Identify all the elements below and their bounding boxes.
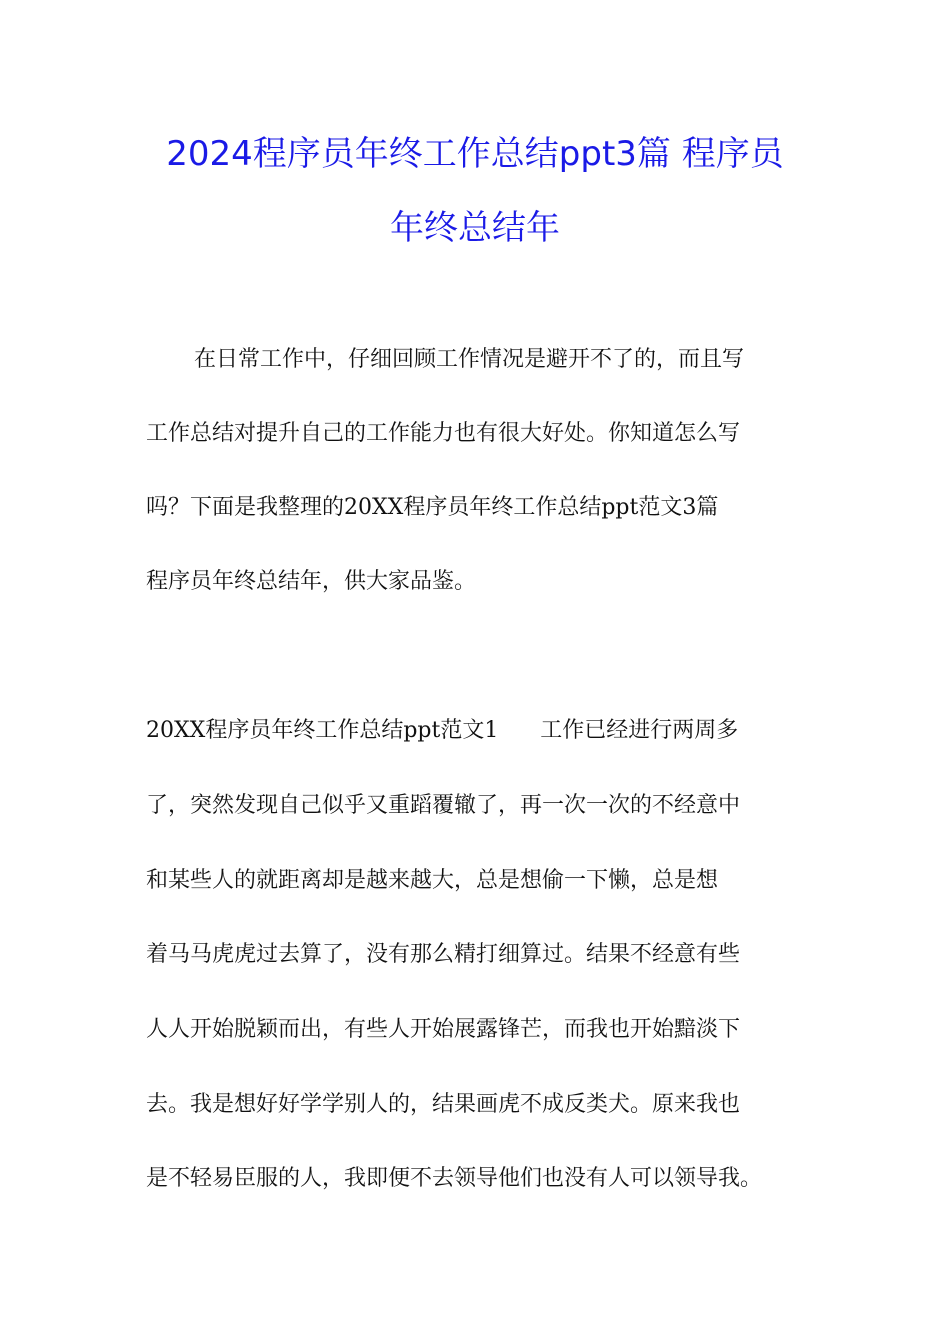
- intro-paragraph-line-3: 吗？下面是我整理的20XX程序员年终工作总结ppt范文3篇: [146, 495, 719, 520]
- section1-line-5: 人人开始脱颖而出，有些人开始展露锋芒，而我也开始黯淡下: [146, 1017, 741, 1042]
- section1-line-3: 和某些人的就距离却是越来越大，总是想偷一下懒，总是想: [146, 868, 719, 893]
- intro-paragraph-line-1: 在日常工作中，仔细回顾工作情况是避开不了的，而且写: [194, 347, 745, 372]
- section1-line-1: 20XX程序员年终工作总结ppt范文1 工作已经进行两周多: [146, 718, 739, 743]
- intro-paragraph-line-4: 程序员年终总结年，供大家品鉴。: [146, 569, 477, 594]
- section1-line-7: 是不轻易臣服的人，我即便不去领导他们也没有人可以领导我。: [146, 1166, 763, 1191]
- section1-line-4: 着马马虎虎过去算了，没有那么精打细算过。结果不经意有些: [146, 942, 741, 967]
- section1-line-2: 了，突然发现自己似乎又重蹈覆辙了，再一次一次的不经意中: [146, 793, 741, 818]
- document-title-line-2: 年终总结年: [390, 208, 560, 248]
- document-title-line-1: 2024程序员年终工作总结ppt3篇 程序员: [166, 134, 784, 174]
- section1-line-6: 去。我是想好好学学别人的，结果画虎不成反类犬。原来我也: [146, 1092, 741, 1117]
- intro-paragraph-line-2: 工作总结对提升自己的工作能力也有很大好处。你知道怎么写: [146, 421, 741, 446]
